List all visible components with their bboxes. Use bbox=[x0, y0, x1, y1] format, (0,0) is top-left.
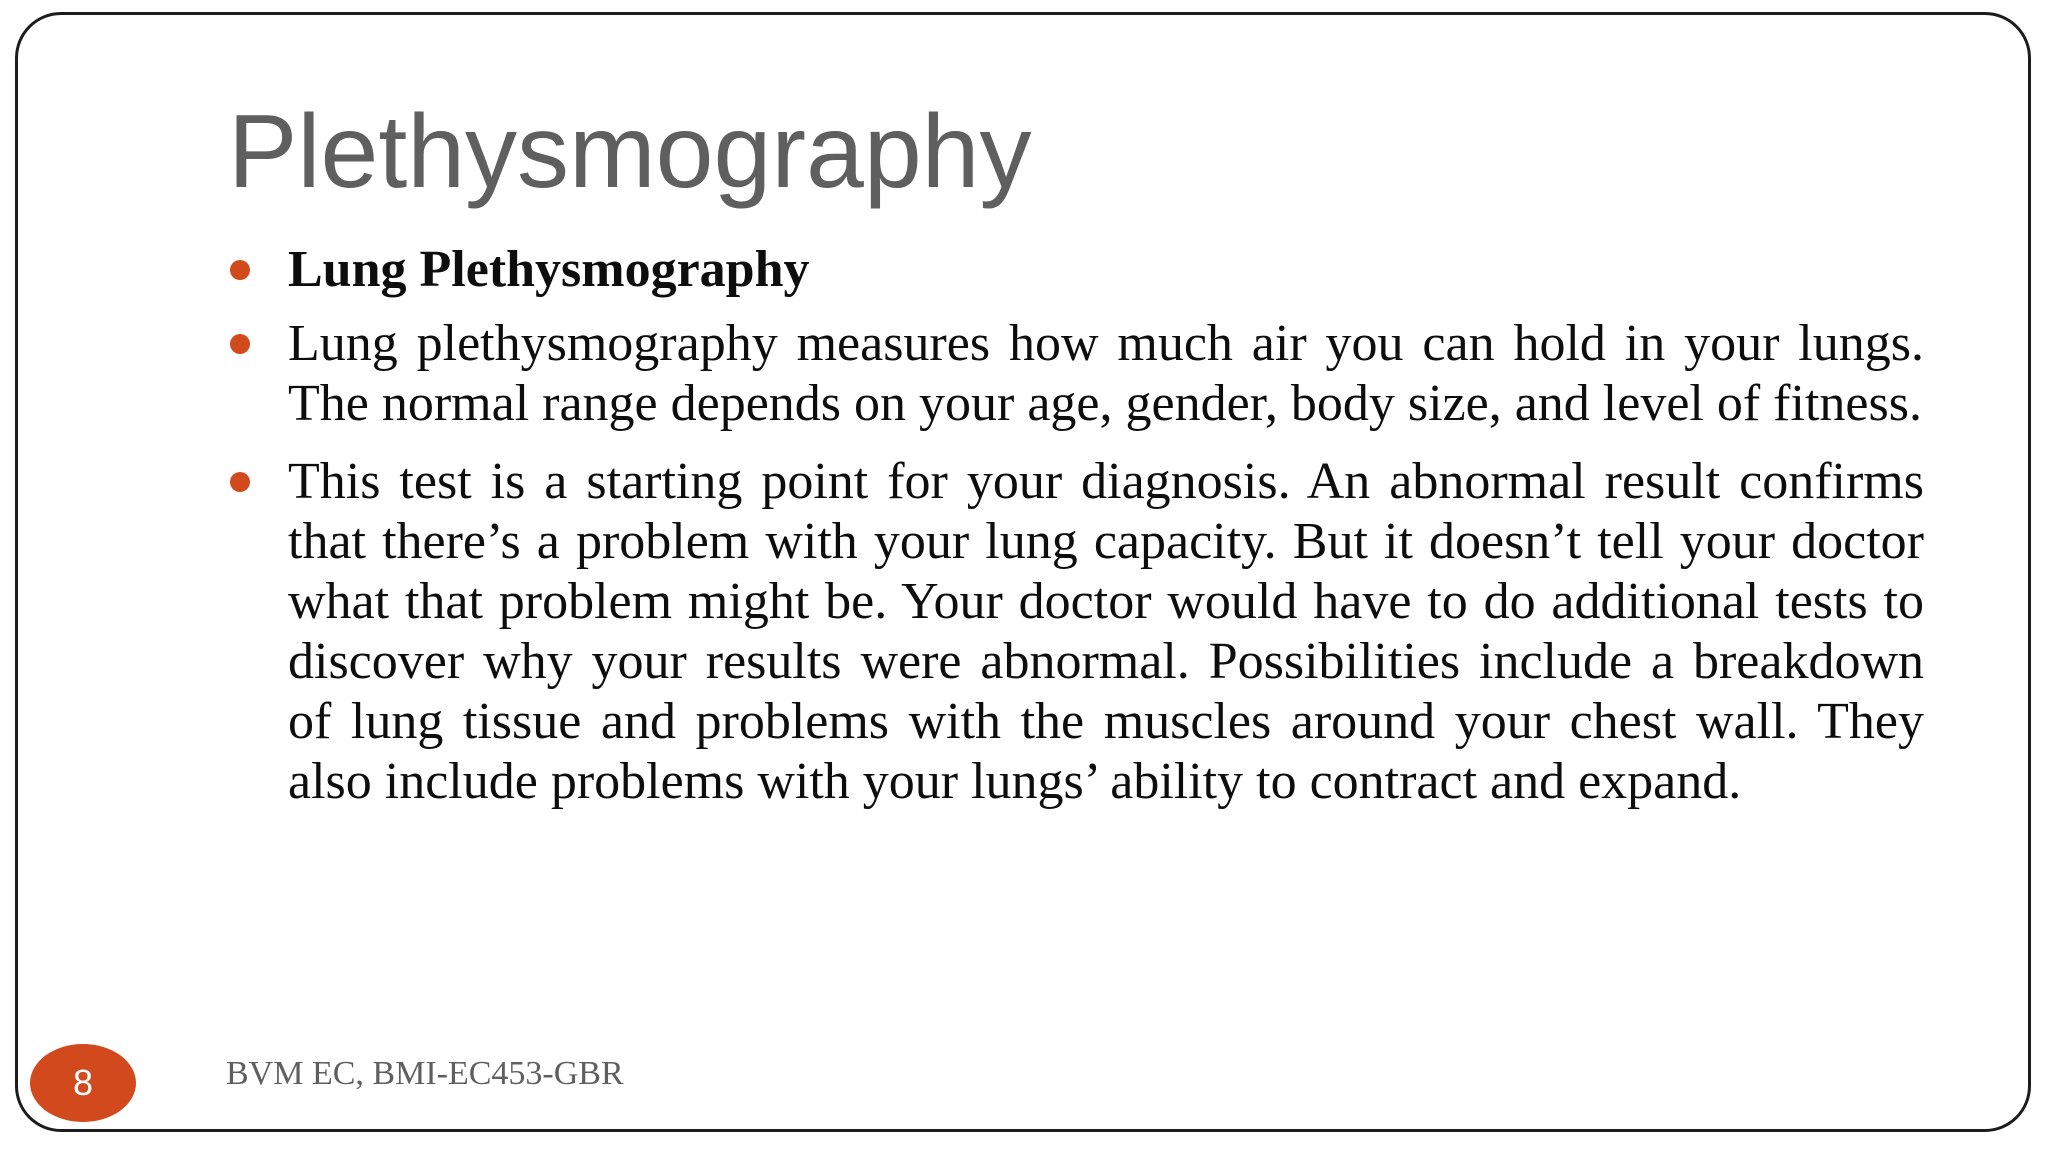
slide-number-badge bbox=[30, 1044, 136, 1122]
slide-title: Plethysmography bbox=[228, 94, 1032, 210]
bullet-text: This test is a starting point for your diagnosis. An abnormal result confirms that there’s a problem with your lung capacity. But it doesn’t tell your doctor what that problem might be. Your doctor would have to do additional tests to discover why your results were abnormal. Possibilities include a breakdown of lung tissue and problems with the muscles around your chest wall. They also include problems with your lungs’ ability to contract and expand. bbox=[288, 453, 1924, 810]
bullet-text: Lung Plethysmography bbox=[288, 241, 810, 298]
orange-dot-icon bbox=[230, 260, 250, 280]
bullet-item-heading bbox=[218, 240, 1924, 300]
orange-dot-icon bbox=[230, 472, 250, 492]
footer-text: BVM EC, BMI-EC453-GBR bbox=[226, 1055, 624, 1092]
bullet-text: Lung plethysmography measures how much air you can hold in your lungs. The normal range depends on your age, gender, body size, and level of fitness. bbox=[288, 315, 1924, 432]
slide-number: 8 bbox=[72, 1062, 94, 1103]
bullet-item-diagnosis bbox=[218, 452, 1924, 812]
orange-dot-icon bbox=[230, 334, 250, 354]
bullet-list bbox=[218, 240, 1924, 812]
bullet-item-definition bbox=[218, 314, 1924, 434]
